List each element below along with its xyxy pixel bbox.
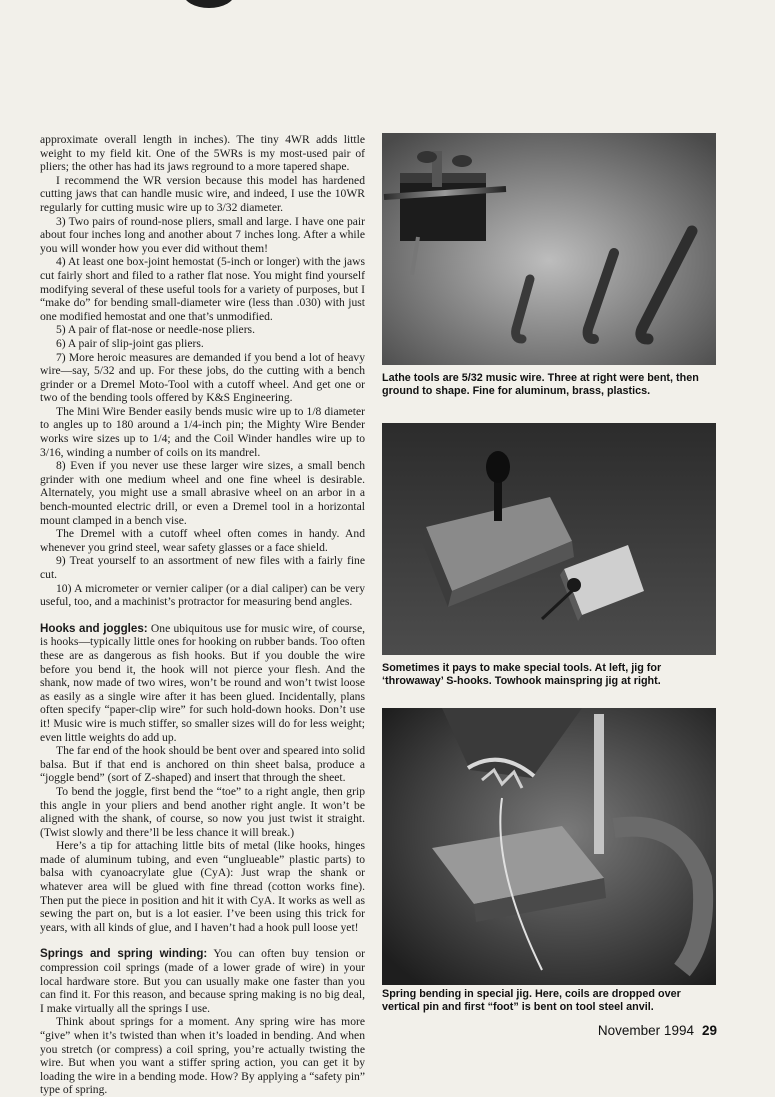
paragraph-text: One ubiquitous use for music wire, of course, is hooks—typically little ones for hooking on rubber bands. Too often these are as dangerous as fish hooks. But if you double the wire before you bend it, the hook will not pierce your flesh. And the shank, now made of two wires, won’t be round and won’t twist loose as easily as a single wire after it has been glued. Incidentally, plans often specify “paper-clip wire” for such hold-down hooks. Don’t use it! Music wire is much stiffer, so smaller sizes will do for less weight; even little weights do add up. — [40, 621, 365, 744]
paragraph-text: You can often buy tension or compression coil springs (made of a lower grade of wire) in your local hardware store. But you can usually make one faster than you can find it. For this reason, and because spring making is no big deal, I make virtually all the springs I use. — [40, 947, 365, 1015]
paragraph: The far end of the hook should be bent over and speared into solid balsa. But if that end is anchored on thin sheet balsa, produce a “joggle bend” (sort of Z-shaped) and insert that through the sheet. — [40, 744, 365, 785]
paragraph: approximate overall length in inches). The tiny 4WR adds little weight to my field kit. One of the 5WRs is my most-used pair of pliers; the other has had its jaws reground to a more tapered shape. — [40, 133, 365, 174]
paragraph: 7) More heroic measures are demanded if you bend a lot of heavy wire—say, 5/32 and up. For these jobs, do the cutting with a bench grinder or a Dremel Moto-Tool with a cutoff wheel. And get one or two of the bending tools offered by K&S Engineering. — [40, 350, 365, 405]
section-heading-springs: Springs and spring winding: — [40, 947, 208, 961]
paragraph: 8) Even if you never use these larger wire sizes, a small bench grinder with one medium wheel and one fine wheel is desirable. Alternately, you might use a small abrasive wheel on an arbor in a bench-mounted electric drill, or even a Dremel tool in a horizontal mount clamped in a bench vise. — [40, 459, 365, 527]
page-footer — [598, 1023, 717, 1038]
paragraph — [40, 622, 365, 744]
paragraph: I recommend the WR version because this model has hardened cutting jaws that can handle music wire, and indeed, I use the 10WR regularly for cutting music wire up to 3/32 diameter. — [40, 173, 365, 214]
caption-special-tools: Sometimes it pays to make special tools. At left, jig for ‘throwaway’ S-hooks. Towhook mainspring jig at right. — [382, 662, 662, 687]
photo-spring-bending — [382, 708, 716, 985]
paragraph: 9) Treat yourself to an assortment of new files with a fairly fine cut. — [40, 554, 365, 581]
paragraph: Here’s a tip for attaching little bits of metal (like hooks, hinges made of aluminum tubing, and even “unglueable” plastic parts) to balsa with cyanoacrylate glue (CyA): Just wrap the shank or whatever area will be glued with fine thread (cotton works fine). Then put the piece in position and hit it with CyA. It works as well as sewing the part on, but is a lot easier. I’ve been using this trick for years, with all kinds of glue, and I haven’t had a hook pull loose yet! — [40, 839, 365, 934]
photo-special-tools — [382, 423, 716, 655]
paragraph: The Dremel with a cutoff wheel often comes in handy. And whenever you grind steel, wear safety glasses or a face shield. — [40, 527, 365, 554]
corner-ink-mark — [183, 0, 235, 8]
paragraph: 3) Two pairs of round-nose pliers, small and large. I have one pair about four inches long and another about 7 inches long. After a while you will wonder how you ever did without them! — [40, 214, 365, 255]
paragraph: 6) A pair of slip-joint gas pliers. — [56, 336, 204, 350]
page-number: 29 — [701, 1023, 717, 1038]
article-column — [40, 133, 365, 1097]
paragraph: The Mini Wire Bender easily bends music wire up to 1/8 diameter to angles up to 180 around a 1/4-inch pin; the Mighty Wire Bender works wire sizes up to 1/4; and the Coil Winder handles wire up to 3/16, winding a number of coils on its mandrel. — [40, 404, 365, 459]
paragraph — [40, 947, 365, 1015]
paragraph: 10) A micrometer or vernier caliper (or a dial caliper) can be very useful, too, and a machinist’s protractor for measuring bend angles. — [40, 581, 365, 609]
caption-spring-bending: Spring bending in special jig. Here, coils are dropped over vertical pin and first “foot” is bent on tool steel anvil. — [382, 988, 681, 1013]
section-heading-hooks: Hooks and joggles: — [40, 621, 148, 635]
paragraph: To bend the joggle, first bend the “toe” to a right angle, then grip this angle in your pliers and bend another right angle. It won’t be aligned with the shank, of course, so now you just twist it straight. (Twist slowly and there’ll be less chance it will break.) — [40, 784, 365, 839]
paragraph: 4) At least one box-joint hemostat (5-inch or longer) with the jaws cut fairly short and filed to a rather flat nose. You might find yourself modifying several of these useful tools for a variety of purposes, but I “make do” for bending small-diameter wire (less than .030) with just one modified hemostat and one that’s unmodified. — [40, 255, 365, 323]
caption-lathe-tools: Lathe tools are 5/32 music wire. Three at right were bent, then ground to shape. Fine for aluminum, brass, plastics. — [382, 372, 699, 397]
paragraph: 5) A pair of flat-nose or needle-nose pliers. — [56, 323, 255, 337]
issue-date: November 1994 — [597, 1023, 694, 1038]
photo-lathe-tools — [382, 133, 716, 365]
paragraph: Think about springs for a moment. Any spring wire has more “give” when it’s twisted than when it’s loaded in bending. And when you stretch (or compress) a coil spring, you’re actually twisting the wire. But when you want a stiffer spring action, you can get it by loading the wire in a bending mode. How? By applying a “safety pin” type of spring. — [40, 1015, 365, 1097]
